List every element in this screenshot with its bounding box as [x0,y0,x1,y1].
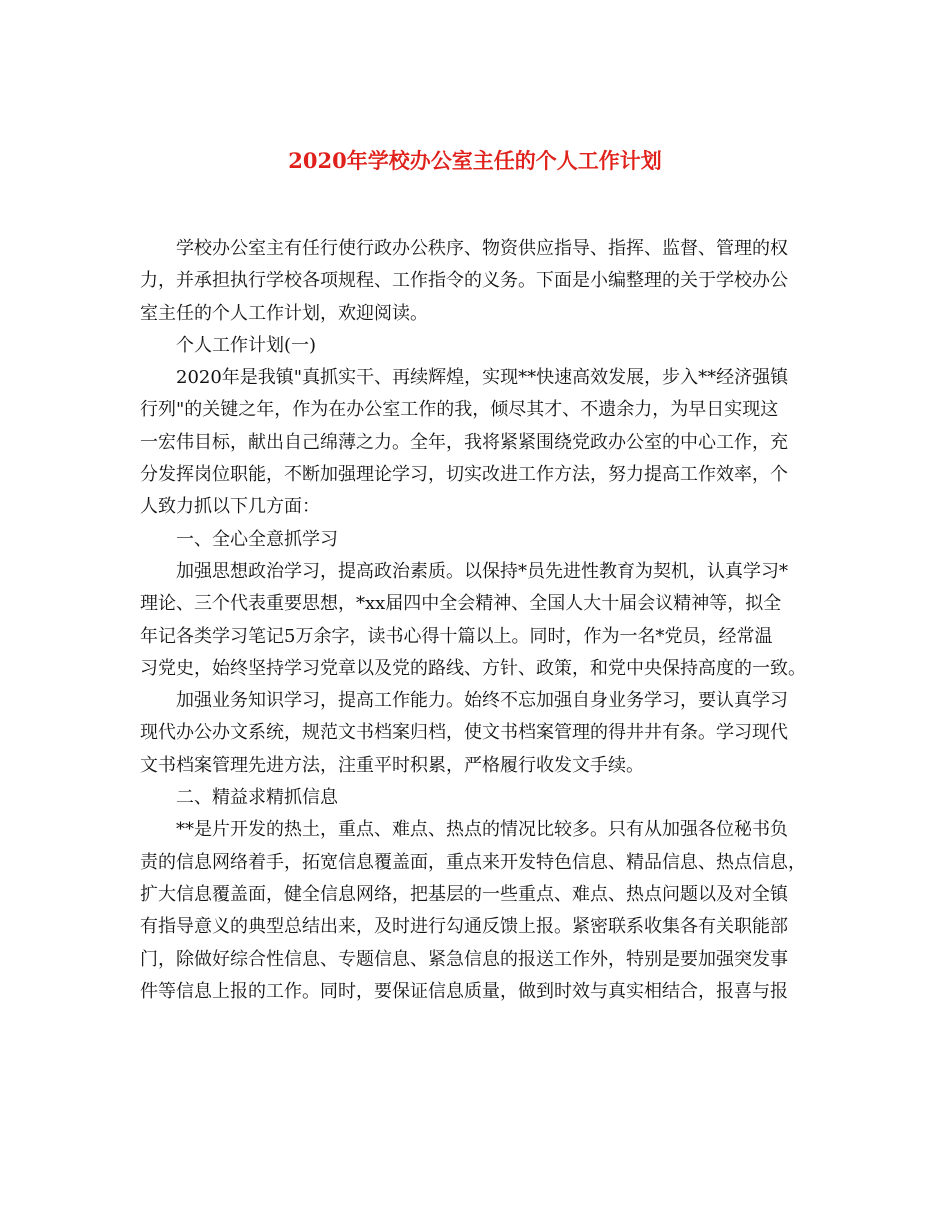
text-line: 文书档案管理先进方法，注重平时积累，严格履行收发文手续。 [140,754,644,776]
text-line: 理论、三个代表重要思想，*xx届四中全会精神、全国人大十届会议精神等，拟全 [140,593,782,615]
text-line: 分发挥岗位职能，不断加强理论学习，切实改进工作方法，努力提高工作效率，个 [140,464,788,486]
text-line: 件等信息上报的工作。同时，要保证信息质量，做到时效与真实相结合，报喜与报 [140,980,788,1002]
text-line: 加强业务知识学习，提高工作能力。始终不忘加强自身业务学习，要认真学习 [176,690,788,712]
text-line: 门，除做好综合性信息、专题信息、紧急信息的报送工作外，特别是要加强突发事 [140,948,788,970]
text-line: 室主任的个人工作计划，欢迎阅读。 [140,302,428,324]
section-heading: 一、全心全意抓学习 [176,528,338,550]
text-line: 人致力抓以下几方面： [140,496,320,518]
text-line: 年记各类学习笔记5万余字，读书心得十篇以上。同时，作为一名*党员，经常温 [140,625,773,647]
text-line: 责的信息网络着手，拓宽信息覆盖面，重点来开发特色信息、精品信息、热点信息， [140,851,806,873]
text-line: 加强思想政治学习，提高政治素质。以保持*员先进性教育为契机，认真学习* [176,560,788,582]
text-line: 一宏伟目标，献出自己绵薄之力。全年，我将紧紧围绕党政办公室的中心工作，充 [140,431,788,453]
text-line: 行列"的关键之年，作为在办公室工作的我，倾尽其才、不遗余力，为早日实现这 [140,399,779,421]
section-heading: 二、精益求精抓信息 [176,787,338,809]
text-line: 力，并承担执行学校各项规程、工作指令的义务。下面是小编整理的关于学校办公 [140,270,788,292]
text-line: 2020年是我镇"真抓实干、再续辉煌，实现**快速高效发展，步入**经济强镇 [176,367,789,389]
document-body [140,233,830,1008]
text-line: 学校办公室主有任行使行政办公秩序、物资供应指导、指挥、监督、管理的权 [176,238,788,259]
text-line: 扩大信息覆盖面，健全信息网络，把基层的一些重点、难点、热点问题以及对全镇 [140,883,788,905]
text-line: **是片开发的热土，重点、难点、热点的情况比较多。只有从加强各位秘书负 [176,819,788,841]
document-title: 2020年学校办公室主任的个人工作计划 [288,148,662,173]
text-line: 有指导意义的典型总结出来，及时进行勾通反馈上报。紧密联系收集各有关职能部 [140,916,788,938]
text-line: 现代办公办文系统，规范文书档案归档，使文书档案管理的得井井有条。学习现代 [140,722,788,744]
text-line: 习党史，始终坚持学习党章以及党的路线、方针、政策，和党中央保持高度的一致。 [140,657,806,679]
section-heading: 个人工作计划(一) [176,334,317,356]
